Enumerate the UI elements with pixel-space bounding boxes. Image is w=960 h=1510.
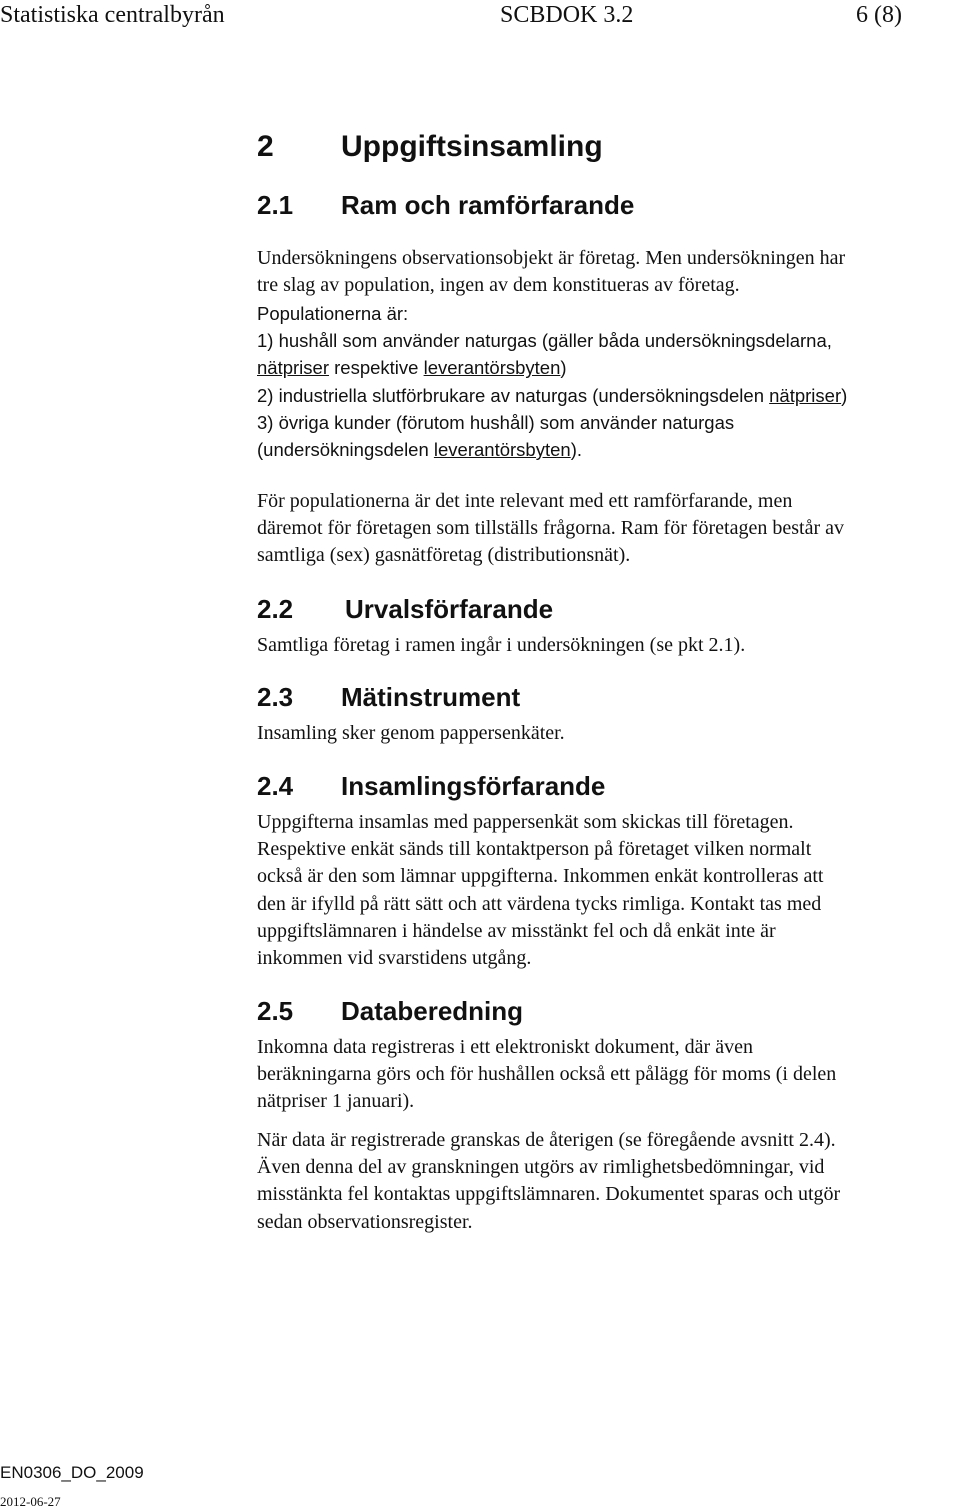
section-title: Ram och ramförfarande [341, 190, 635, 220]
text-line: inkommen vid svarstidens utgång. [257, 947, 532, 970]
text-line: däremot för företagen som tillställs frågorna. Ram för företagen består av [257, 517, 845, 540]
underlined-term: leverantörsbyten [433, 439, 571, 461]
section-title: Insamlingsförfarande [341, 771, 606, 801]
underlined-term: leverantörsbyten [423, 357, 561, 379]
section-title: Urvalsförfarande [345, 594, 554, 624]
text-line: Inkomna data registreras i ett elektroniskt dokument, där även [257, 1036, 753, 1058]
footer-date: 2012-06-27 [0, 1494, 61, 1509]
text-fragment: ) [841, 384, 848, 406]
header-document-id: SCBDOK 3.2 [500, 2, 634, 28]
text-line: beräkningarna görs och för hushållen också ett pålägg för moms (i delen [257, 1063, 837, 1086]
text-line: den är ifylld på rätt sätt och att värdena tycks rimliga. Kontakt tas med [257, 892, 822, 915]
section-2-5-paragraph-1 [257, 1034, 957, 1116]
section-number: 2.1 [257, 190, 294, 220]
text-line: Även denna del av granskningen utgörs av rimlighetsbedömningar, vid [257, 1156, 825, 1179]
text-line: nätpriser 1 januari). [257, 1090, 415, 1113]
text-line [257, 354, 957, 381]
section-2-4-paragraph [257, 809, 957, 972]
text-line: Populationerna är: [257, 303, 409, 324]
text-line: tre slag av population, ingen av dem konstitueras av företag. [257, 274, 740, 297]
text-line: också är den som lämnar uppgifterna. Inkommen enkät kontrolleras att [257, 865, 824, 888]
chapter-number: 2 [257, 130, 274, 163]
text-line: Undersökningens observationsobjekt är företag. Men undersökningen har [257, 247, 846, 269]
text-line: 3) övriga kunder (förutom hushåll) som använder naturgas [257, 411, 735, 433]
section-2-1-heading [257, 190, 634, 220]
population-list [257, 300, 957, 463]
text-fragment: 2) industriella slutförbrukare av naturgas (undersökningsdelen [257, 384, 770, 406]
text-line: Uppgifterna insamlas med pappersenkät som skickas till företagen. [257, 811, 794, 833]
section-2-4-heading [257, 771, 605, 801]
text-line [257, 382, 957, 409]
underlined-term: nätpriser [769, 384, 842, 406]
text-line: När data är registrerade granskas de återigen (se föregående avsnitt 2.4). [257, 1129, 836, 1151]
text-line: För populationerna är det inte relevant med ett ramförfarande, men [257, 490, 793, 512]
text-line: Samtliga företag i ramen ingår i undersökningen (se pkt 2.1). [257, 634, 746, 656]
section-title: Mätinstrument [341, 682, 521, 712]
section-2-3-heading [257, 682, 520, 712]
section-number: 2.3 [257, 682, 294, 712]
section-2-2-text [257, 632, 957, 659]
section-2-2-heading [257, 594, 553, 624]
text-fragment: ). [570, 439, 582, 461]
section-number: 2.4 [257, 771, 294, 801]
footer-document-code: EN0306_DO_2009 [0, 1463, 144, 1482]
text-line: 1) hushåll som använder naturgas (gäller båda undersökningsdelarna, [257, 330, 832, 352]
text-fragment: respektive [328, 357, 424, 379]
text-line: uppgiftslämnaren i händelse av misstänkt fel och då enkät inte är [257, 919, 776, 942]
header-page-number: 6 (8) [856, 2, 902, 28]
text-line: samtliga (sex) gasnätföretag (distributionsnät). [257, 544, 631, 567]
text-line [257, 436, 957, 463]
text-line: Insamling sker genom pappersenkäter. [257, 722, 565, 744]
text-fragment: ) [560, 357, 567, 379]
text-line: misstänkta fel kontaktas uppgiftslämnaren. Dokumentet sparas och utgör [257, 1183, 841, 1206]
chapter-title: Uppgiftsinsamling [341, 130, 603, 163]
text-line: Respektive enkät sänds till kontaktperson på företaget vilken normalt [257, 838, 812, 861]
text-fragment: (undersökningsdelen [257, 439, 434, 461]
header-organization: Statistiska centralbyrån [0, 2, 225, 28]
section-number: 2.5 [257, 996, 294, 1026]
underlined-term: nätpriser [257, 357, 329, 379]
section-2-3-text [257, 720, 957, 747]
section-2-5-heading [257, 996, 523, 1026]
section-2-1-intro [257, 245, 957, 299]
text-line: sedan observationsregister. [257, 1210, 473, 1233]
frame-procedure-paragraph [257, 488, 957, 570]
chapter-heading [257, 130, 603, 164]
section-title: Databeredning [341, 996, 524, 1026]
section-number: 2.2 [257, 594, 294, 624]
section-2-5-paragraph-2 [257, 1127, 957, 1236]
